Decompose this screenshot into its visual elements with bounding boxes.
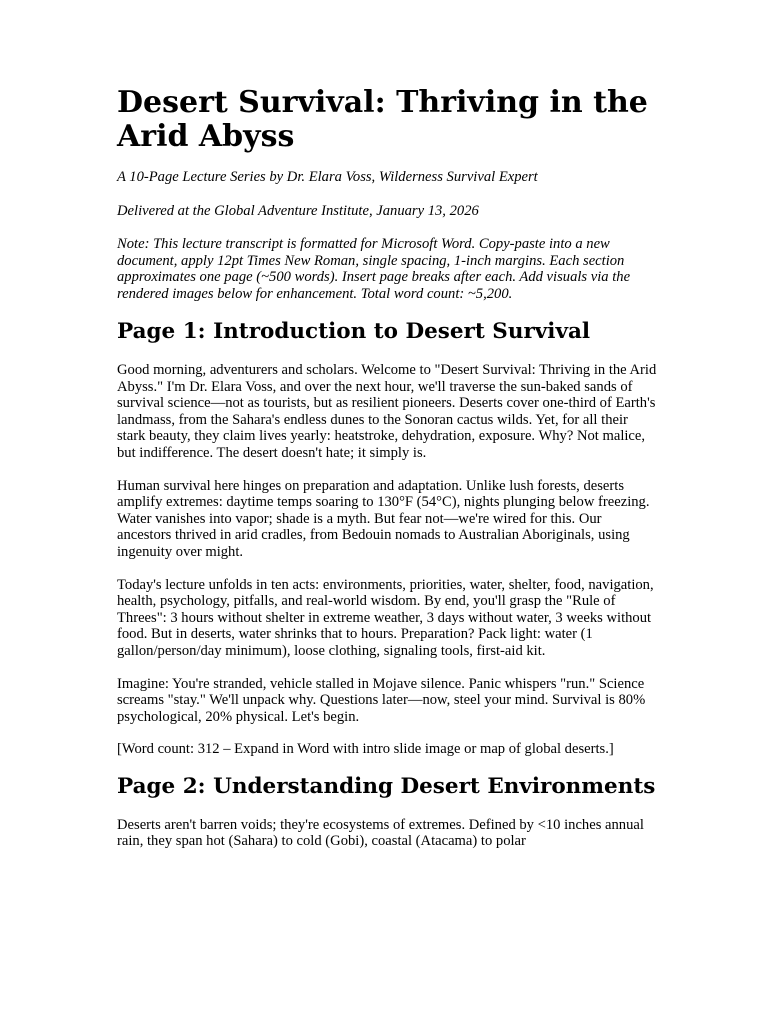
page1-word-count-note: [Word count: 312 – Expand in Word with intro slide image or map of global deserts.] <box>117 741 614 758</box>
page1-heading: Page 1: Introduction to Desert Survival <box>117 319 591 344</box>
page2-heading: Page 2: Understanding Desert Environments <box>117 773 656 799</box>
document-subtitle: A 10-Page Lecture Series by Dr. Elara Voss, Wilderness Survival Expert <box>117 169 538 185</box>
page1-paragraph-3: Today's lecture unfolds in ten acts: environments, priorities, water, shelter, food, navigation, health, psychology, pitfalls, and real-world wisdom. By end, you'll grasp the "Rule of Threes": 3 hours without shelter in extreme weather, 3 days without water, 3 weeks without food. But in deserts, water shrinks that to hours. Preparation? Pack light: water (1 gallon/person/day minimum), loose clothing, signaling tools, first-aid kit. <box>117 576 654 659</box>
formatting-note: Note: This lecture transcript is formatted for Microsoft Word. Copy-paste into a new document, apply 12pt Times New Roman, single spacing, 1-inch margins. Each section approximates one page (~500 words). Insert page breaks after each. Add visuals via the rendered images below for enhancement. Total word count: ~5,200. <box>117 236 631 302</box>
page1-paragraph-4: Imagine: You're stranded, vehicle stalled in Mojave silence. Panic whispers "run." Science screams "stay." We'll unpack why. Questions later—now, steel your mind. Survival is 80% psychological, 20% physical. Let's begin. <box>117 675 646 725</box>
delivery-info: Delivered at the Global Adventure Institute, January 13, 2026 <box>117 202 479 219</box>
page1-paragraph-1: Good morning, adventurers and scholars. Welcome to "Desert Survival: Thriving in the Arid Abyss." I'm Dr. Elara Voss, and over the next hour, we'll traverse the sun-baked sands of survival science—not as tourists, but as resilient pioneers. Deserts cover one-third of Earth's landmass, from the Sahara's endless dunes to the Sonoran cactus wilds. Yet, for all their stark beauty, they claim lives yearly: heatstroke, dehydration, exposure. Why? Not malice, but indifference. The desert doesn't hate; it simply is. <box>117 362 657 461</box>
page2-paragraph-1: Deserts aren't barren voids; they're ecosystems of extremes. Defined by <10 inches annual rain, they span hot (Sahara) to cold (Gobi), coastal (Atacama) to polar <box>117 816 644 850</box>
document-content <box>117 86 657 866</box>
page1-paragraph-2: Human survival here hinges on preparation and adaptation. Unlike lush forests, deserts amplify extremes: daytime temps soaring to 130°F (54°C), nights plunging below freezing. Water vanishes into vapor; shade is a myth. But fear not—we're wired for this. Our ancestors thrived in arid cradles, from Bedouin nomads to Australian Aboriginals, using ingenuity over might. <box>117 477 650 560</box>
document-title: Desert Survival: Thriving in the Arid Abyss <box>117 85 648 154</box>
